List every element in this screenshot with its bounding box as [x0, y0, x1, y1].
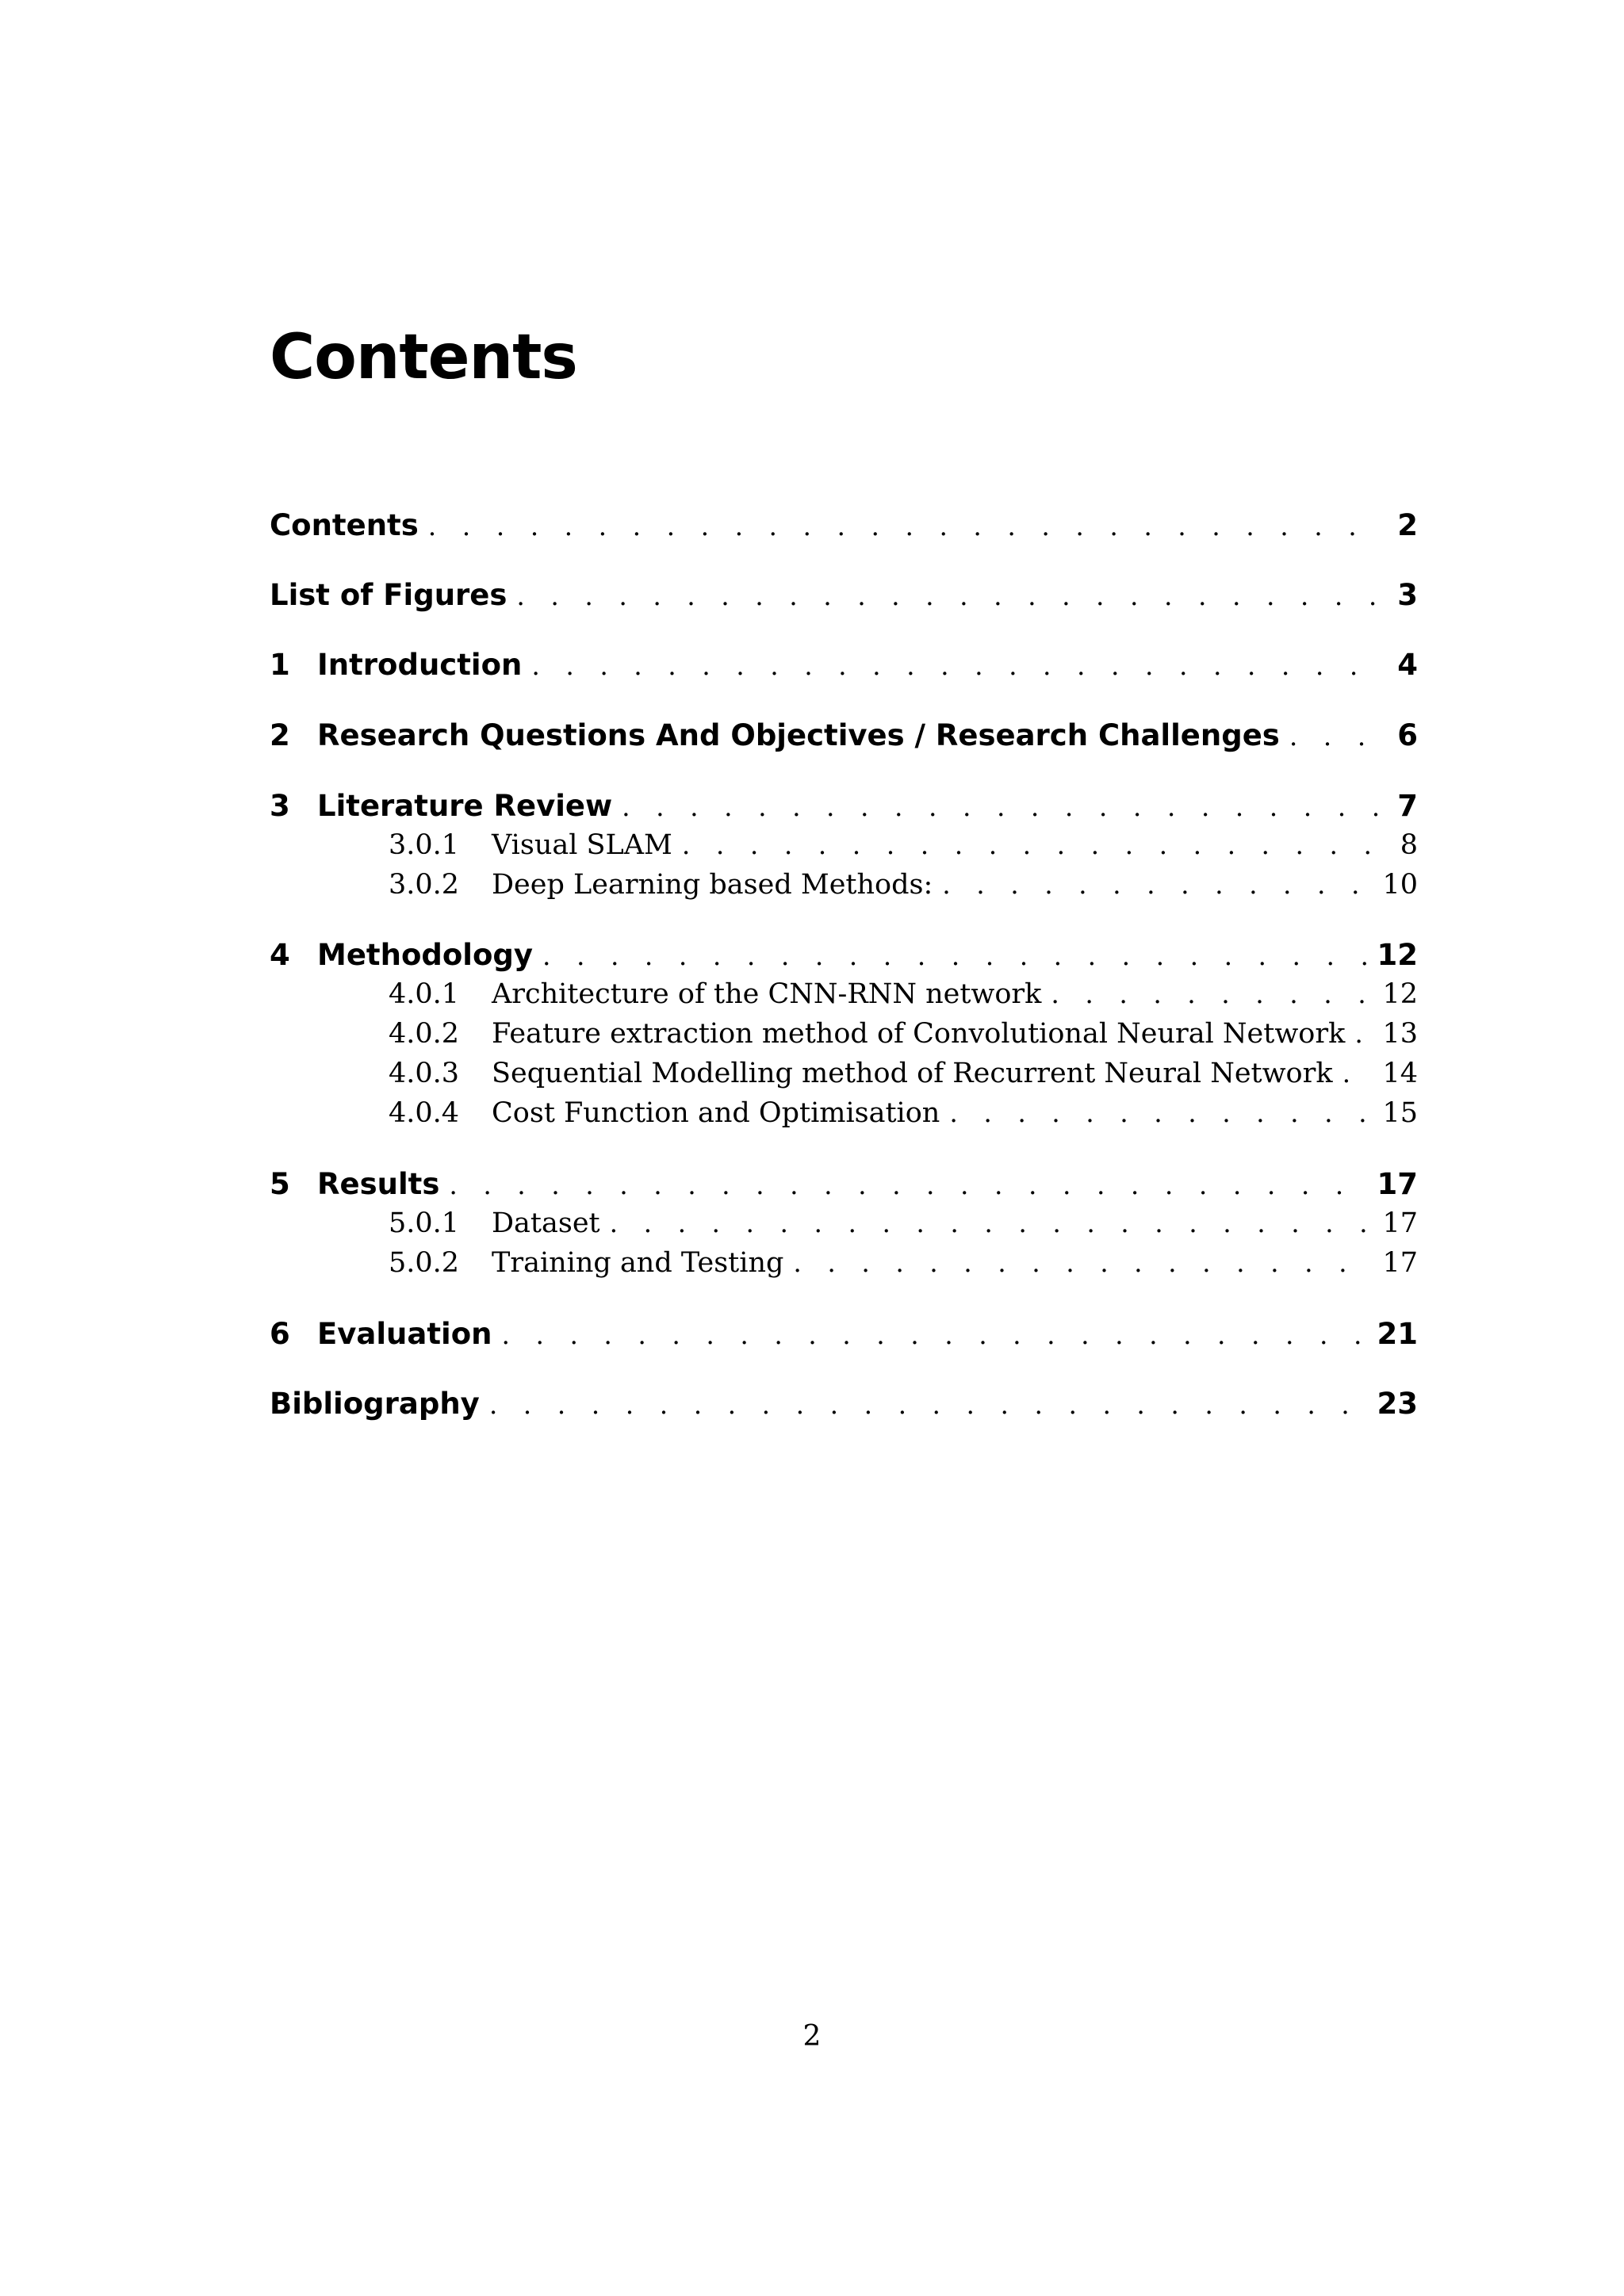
page-number: 2: [802, 2020, 822, 2053]
toc-entry-introduction[interactable]: [270, 645, 1418, 685]
toc-entry-number: 4.0.2: [389, 1018, 460, 1050]
toc-entry-title: Training and Testing: [492, 1247, 784, 1279]
toc-entry-cnn-rnn-architecture[interactable]: [270, 975, 1418, 1013]
toc-entry-page: 17: [1377, 1167, 1418, 1201]
dot-leader: [516, 576, 1378, 616]
toc-entry-page: 4: [1397, 648, 1418, 682]
page-title: Contents: [270, 322, 577, 393]
toc-entry-page: 23: [1377, 1387, 1418, 1421]
toc-entry-title: Results: [317, 1167, 440, 1201]
dot-leader: [682, 826, 1378, 864]
toc-entry-page: 3: [1397, 578, 1418, 612]
dot-leader: [793, 1244, 1374, 1282]
toc-entry-title: Methodology: [317, 938, 533, 972]
table-of-contents: [270, 0, 1418, 2296]
toc-entry-page: 17: [1382, 1247, 1418, 1279]
toc-entry-title: Visual SLAM: [492, 829, 672, 861]
toc-entry-dataset[interactable]: [270, 1204, 1418, 1242]
toc-entry-title: Deep Learning based Methods:: [492, 869, 933, 901]
toc-entry-page: 12: [1382, 978, 1418, 1010]
dot-leader: [1051, 975, 1374, 1013]
dot-leader: [501, 1315, 1369, 1355]
dot-leader: [428, 507, 1378, 546]
toc-entry-number: 5.0.2: [389, 1247, 460, 1279]
toc-entry-sequential-modelling[interactable]: [270, 1054, 1418, 1093]
toc-entry-feature-extraction[interactable]: [270, 1015, 1418, 1053]
dot-leader: [542, 936, 1369, 976]
toc-entry-title: Introduction: [317, 648, 523, 682]
toc-entry-number: 3.0.2: [389, 869, 460, 901]
toc-entry-page: 7: [1397, 789, 1418, 823]
toc-entry-contents[interactable]: [270, 506, 1418, 545]
toc-entry-number: 4: [270, 938, 290, 972]
dot-leader: [1354, 1015, 1374, 1053]
toc-entry-title: Research Questions And Objectives / Research Challenges: [317, 718, 1280, 752]
toc-entry-cost-function[interactable]: [270, 1094, 1418, 1132]
dot-leader: [622, 787, 1378, 827]
toc-entry-title: Bibliography: [270, 1387, 480, 1421]
toc-entry-number: 4.0.3: [389, 1058, 460, 1089]
toc-entry-number: 3.0.1: [389, 829, 460, 861]
toc-entry-number: 4.0.4: [389, 1097, 460, 1129]
dot-leader: [489, 1385, 1369, 1425]
toc-entry-page: 13: [1382, 1018, 1418, 1050]
toc-entry-title: Evaluation: [317, 1317, 492, 1351]
toc-entry-title: Feature extraction method of Convolutional Neural Network: [492, 1018, 1346, 1050]
toc-entry-page: 12: [1377, 938, 1418, 972]
toc-entry-number: 2: [270, 718, 290, 752]
toc-entry-number: 5.0.1: [389, 1207, 460, 1239]
toc-entry-bibliography[interactable]: [270, 1384, 1418, 1424]
toc-entry-page: 6: [1397, 718, 1418, 752]
toc-entry-page: 21: [1377, 1317, 1418, 1351]
toc-entry-visual-slam[interactable]: [270, 826, 1418, 864]
dot-leader: [610, 1204, 1375, 1242]
dot-leader: [449, 1165, 1369, 1205]
toc-entry-evaluation[interactable]: [270, 1314, 1418, 1354]
dot-leader: [942, 866, 1374, 904]
toc-entry-number: 6: [270, 1317, 290, 1351]
toc-entry-page: 10: [1382, 869, 1418, 901]
dot-leader: [1342, 1054, 1375, 1093]
toc-entry-number: 3: [270, 789, 290, 823]
toc-entry-title: Architecture of the CNN-RNN network: [492, 978, 1042, 1010]
toc-entry-title: Literature Review: [317, 789, 613, 823]
dot-leader: [531, 646, 1378, 686]
toc-entry-title: Cost Function and Optimisation: [492, 1097, 940, 1129]
toc-entry-page: 17: [1382, 1207, 1418, 1239]
toc-entry-results[interactable]: [270, 1165, 1418, 1204]
toc-entry-training-testing[interactable]: [270, 1244, 1418, 1282]
toc-entry-page: 8: [1400, 829, 1418, 861]
toc-entry-number: 4.0.1: [389, 978, 460, 1010]
toc-entry-title: Contents: [270, 508, 419, 542]
toc-entry-deep-learning-methods[interactable]: [270, 866, 1418, 904]
toc-entry-page: 15: [1382, 1097, 1418, 1129]
toc-entry-number: 5: [270, 1167, 290, 1201]
toc-entry-research-questions[interactable]: [270, 716, 1418, 756]
toc-entry-methodology[interactable]: [270, 936, 1418, 975]
toc-entry-list-of-figures[interactable]: [270, 576, 1418, 615]
toc-entry-page: 2: [1397, 508, 1418, 542]
toc-entry-literature-review[interactable]: [270, 786, 1418, 826]
dot-leader: [949, 1094, 1374, 1132]
toc-entry-title: Dataset: [492, 1207, 600, 1239]
toc-entry-title: Sequential Modelling method of Recurrent Neural Network: [492, 1058, 1333, 1089]
dot-leader: [1289, 717, 1378, 756]
toc-entry-title: List of Figures: [270, 578, 508, 612]
toc-entry-page: 14: [1382, 1058, 1418, 1089]
toc-entry-number: 1: [270, 648, 290, 682]
